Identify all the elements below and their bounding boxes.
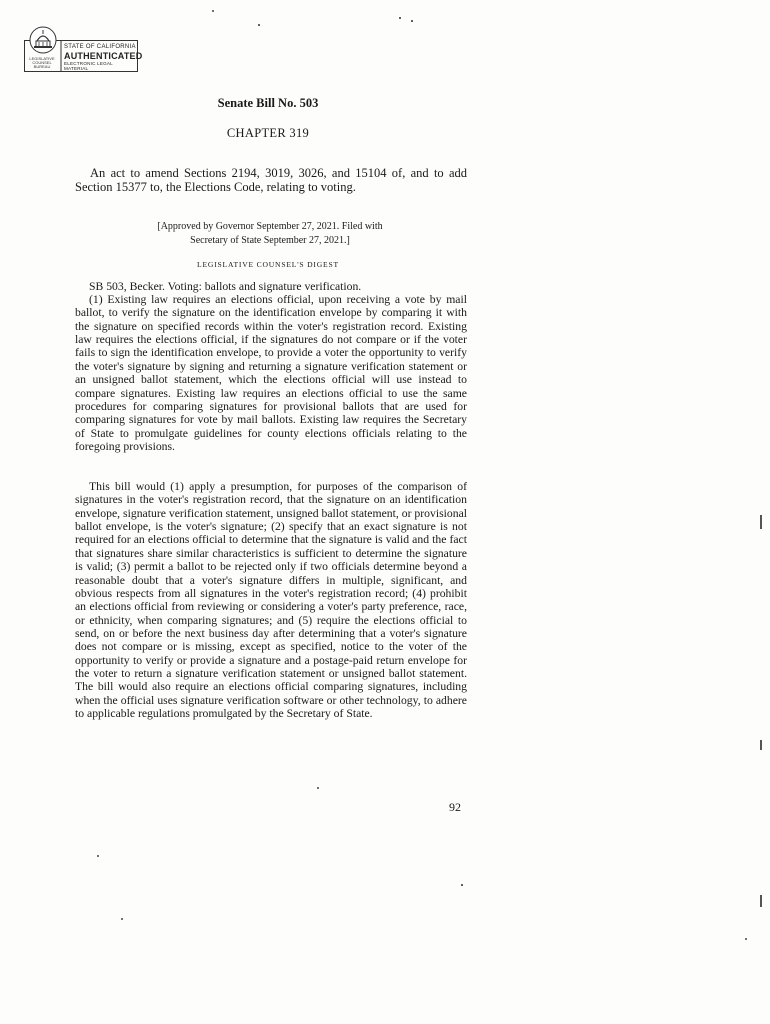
seal-emblem-label: LEGISLATIVE COUNSEL BUREAU	[29, 56, 55, 70]
authentication-seal-text	[64, 44, 143, 71]
bill-title: Senate Bill No. 503	[217, 96, 319, 110]
act-description: An act to amend Sections 2194, 3019, 3026, and 15104 of, and to add Section 15377 to, the Elections Code, relating to voting.	[75, 166, 467, 194]
scan-speck	[745, 938, 747, 940]
scan-speck	[317, 787, 319, 789]
scan-speck	[258, 24, 260, 26]
scan-speck	[461, 884, 463, 886]
chapter-heading: CHAPTER 319	[226, 126, 310, 140]
scan-edge-mark	[760, 895, 762, 907]
digest-heading: LEGISLATIVE COUNSEL'S DIGEST	[197, 260, 339, 269]
digest-paragraph-1	[75, 293, 467, 453]
digest-intro-text: SB 503, Becker. Voting: ballots and signature verification.	[89, 280, 362, 293]
approval-line-2: Secretary of State September 27, 2021.]	[190, 235, 350, 246]
scan-speck	[121, 918, 123, 920]
seal-authenticated-line: AUTHENTICATED	[64, 51, 143, 61]
scan-edge-mark	[760, 740, 762, 750]
digest-paragraph-2	[75, 480, 467, 720]
paragraph-1-text: (1) Existing law requires an elections official, upon receiving a vote by mail ballot, to verify the signature on the identification envelope by comparing it with the signature on specified records within the voter's registration record. Existing law requires the elections official, if the signatures do not compare or if the voter fails to sign the identification envelope, to provide a voter the opportunity to verify the voter's signature by signing and returning a signature verification statement or an unsigned ballot statement, which the elections official will use instead to compare signatures. Existing law requires an elections official to use the same procedures for comparing signatures for provisional ballots that are used for comparing signatures for vote by mail ballots. Existing law requires the Secretary of State to promulgate guidelines for county elections officials relating to the foregoing provisions.	[75, 293, 467, 453]
scan-speck	[212, 10, 214, 12]
scan-speck	[97, 855, 99, 857]
scan-edge-mark	[760, 515, 762, 529]
page-number: 92	[449, 800, 461, 814]
approval-line-1: [Approved by Governor September 27, 2021. Filed with	[157, 221, 383, 232]
approval-note	[140, 220, 400, 248]
digest-intro	[75, 280, 467, 293]
scan-speck	[399, 17, 401, 19]
scan-speck	[411, 20, 413, 22]
seal-material-line: ELECTRONIC LEGAL MATERIAL	[64, 61, 113, 71]
seal-state-line: STATE OF CALIFORNIA	[64, 44, 136, 50]
paragraph-2-text: This bill would (1) apply a presumption, for purposes of the comparison of signatures in the voter's registration record, that the signature on an identification envelope, signature verification statement, unsigned ballot statement, or provisional ballot envelope, is the voter's signature; (2) specify that an exact signature is not required for an elections official to determine that the signature is valid and the fact that signatures share similar characteristics is sufficient to determine the signature is valid; (3) permit a ballot to be rejected only if two officials determine beyond a reasonable doubt that a voter's signature differs in multiple, significant, and obvious respects from all signatures in the voter's registration record; (4) prohibit an elections official from reviewing or considering a voter's party preference, race, or ethnicity, when comparing signatures; and (5) require the elections official to send, on or before the next business day after determining that a voter's signature does not compare or is missing, except as specified, notice to the voter of the opportunity to verify or provide a signature and a postage-paid return envelope for the voter to return a signature verification statement or unsigned ballot statement. The bill would also require an elections official comparing signatures, including when the official uses signature verification software or other technology, to adhere to applicable regulations promulgated by the Secretary of State.	[75, 480, 467, 721]
